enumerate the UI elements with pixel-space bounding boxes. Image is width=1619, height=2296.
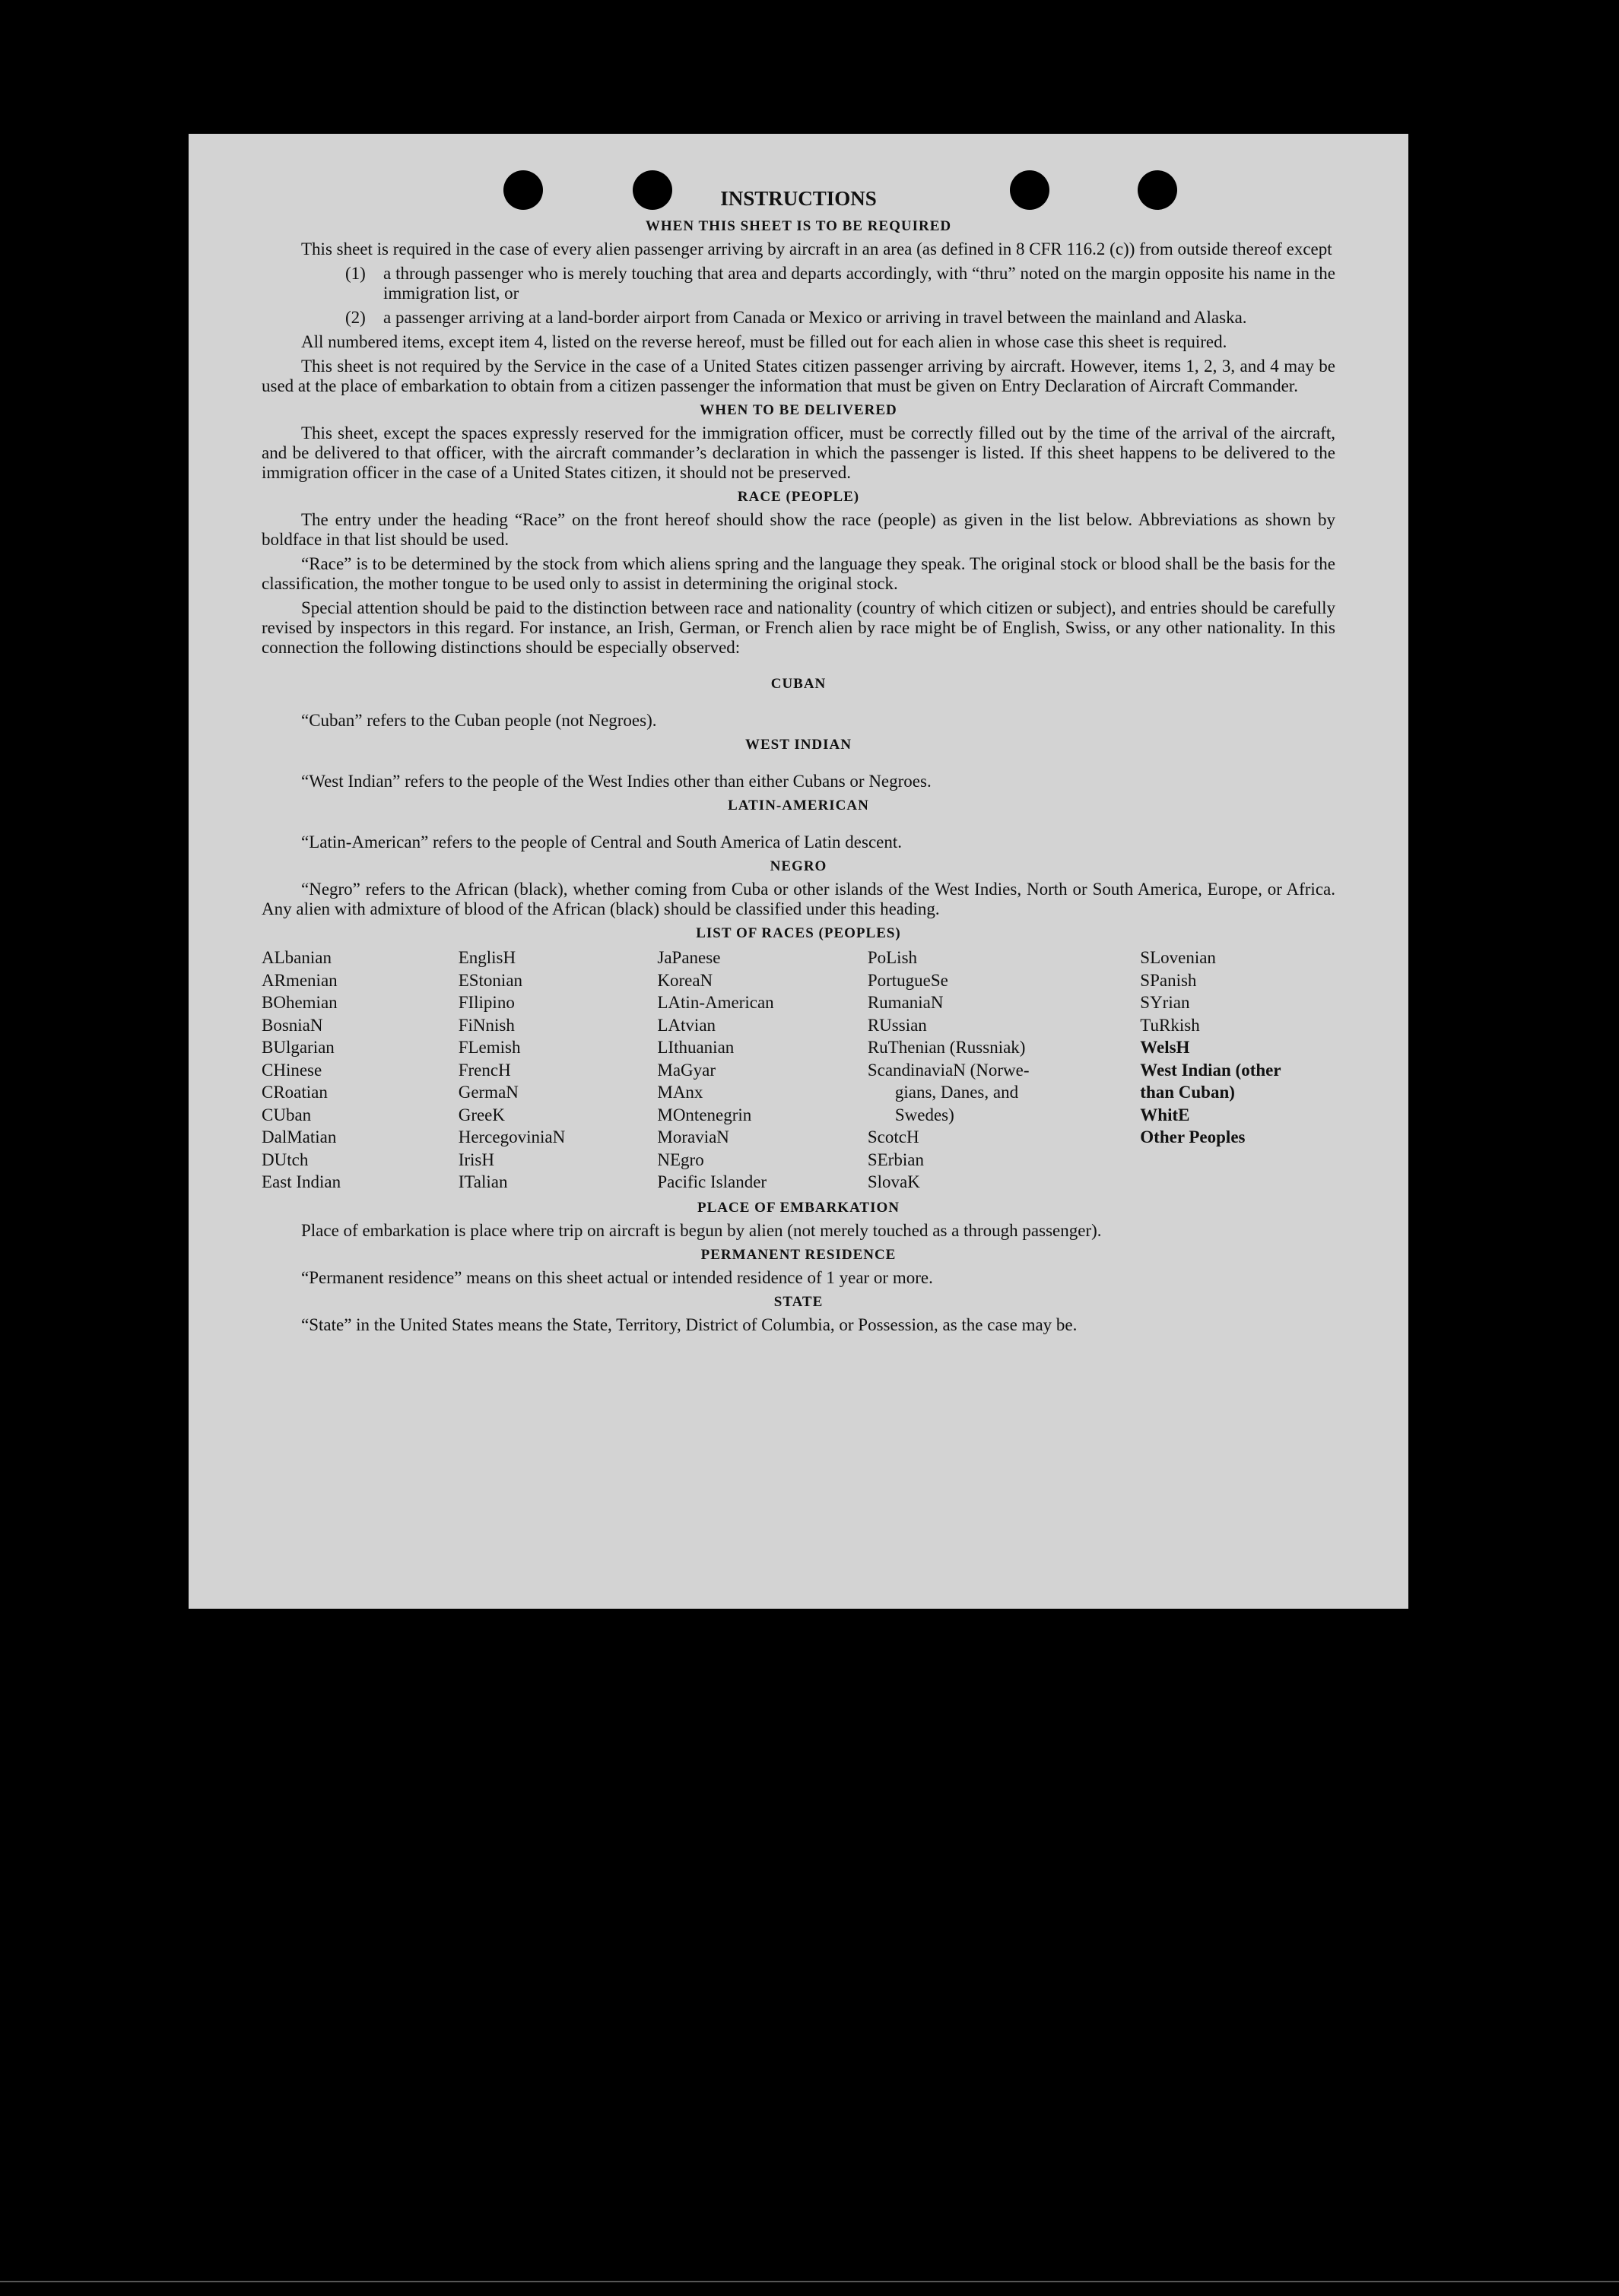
paragraph-race-stock: “Race” is to be determined by the stock from which aliens spring and the language they speak. The original stock or blood shall be the basis for the classification, the mother tongue to be used only to assist in determining the original stock. xyxy=(262,554,1335,593)
item-text: a passenger arriving at a land-border airport from Canada or Mexico or arriving in travel between the mainland and Alaska. xyxy=(383,308,1247,327)
race-entry: GreeK xyxy=(458,1105,505,1124)
race-entry: EnglisH xyxy=(458,948,516,967)
race-entry: LAtvian xyxy=(657,1015,716,1035)
item-text: a through passenger who is merely touching that area and departs accordingly, with “thru” noted on the margin opposite his name in the immigration list, or xyxy=(383,264,1335,303)
heading-permanent-residence: PERMANENT RESIDENCE xyxy=(700,1246,897,1263)
paragraph-embarkation: Place of embarkation is place where trip on aircraft is begun by alien (not merely touched as a through passenger). xyxy=(301,1220,1102,1240)
race-entry: SLovenian xyxy=(1140,948,1216,967)
list-item xyxy=(345,264,1335,303)
heading-negro: NEGRO xyxy=(770,858,827,874)
paragraph-cuban: “Cuban” refers to the Cuban people (not Negroes). xyxy=(301,711,657,730)
punch-hole xyxy=(633,170,672,210)
heading-latin-american: LATIN-AMERICAN xyxy=(728,798,869,813)
heading-state: STATE xyxy=(773,1293,824,1310)
punch-hole xyxy=(1138,170,1177,210)
paragraph-citizen: This sheet is not required by the Service in the case of a United States citizen passenger arriving by aircraft. However, items 1, 2, 3, and 4 may be used at the place of embarkation to obtain from a citizen passenger the information that must be given on Entry Declaration of Aircraft Commander. xyxy=(262,357,1335,395)
races-column xyxy=(1140,947,1335,1194)
race-entry: DUtch xyxy=(262,1150,309,1169)
race-entry: West Indian (other xyxy=(1140,1060,1281,1080)
race-entry: LIthuanian xyxy=(657,1038,735,1057)
race-entry: IrisH xyxy=(458,1150,494,1169)
race-entry: ITalian xyxy=(458,1172,508,1191)
race-entry: HercegoviniaN xyxy=(458,1127,566,1146)
race-entry: Swedes) xyxy=(894,1105,954,1124)
heading-list-of-races: LIST OF RACES (PEOPLES) xyxy=(696,925,901,941)
paragraph-delivered: This sheet, except the spaces expressly reserved for the immigration officer, must be correctly filled out by the time of the arrival of the aircraft, and be delivered to that officer, with the aircraft commander’s declaration in which the passenger is listed. If this sheet happens to be delivered to the immigration officer in the case of a United States citizen, it should not be preserved. xyxy=(262,423,1335,482)
heading-embarkation: PLACE OF EMBARKATION xyxy=(697,1199,900,1216)
heading-when-required: WHEN THIS SHEET IS TO BE REQUIRED xyxy=(645,218,952,234)
race-entry: FiNnish xyxy=(458,1015,515,1035)
race-entry: RumaniaN xyxy=(867,993,944,1012)
paragraph-numbered-items: All numbered items, except item 4, listed on the reverse hereof, must be filled out for each alien in whose case this sheet is required. xyxy=(301,332,1227,351)
item-number: (2) xyxy=(345,308,366,327)
race-entry: FIlipino xyxy=(458,993,515,1012)
race-entry: MoraviaN xyxy=(657,1127,729,1146)
race-entry: FrencH xyxy=(458,1060,511,1080)
race-entry: CRoatian xyxy=(262,1083,328,1102)
race-entry: SlovaK xyxy=(867,1172,920,1191)
race-entry: GermaN xyxy=(458,1083,519,1102)
race-entry: KoreaN xyxy=(657,970,713,990)
race-entry: NEgro xyxy=(657,1150,704,1169)
race-entry: than Cuban) xyxy=(1140,1083,1235,1102)
race-entry: MOntenegrin xyxy=(657,1105,752,1124)
race-entry: EStonian xyxy=(458,970,523,990)
punch-hole xyxy=(503,170,543,210)
race-entry: East Indian xyxy=(262,1172,341,1191)
paragraph-race-entry: The entry under the heading “Race” on the front hereof should show the race (people) as given in the list below. Abbreviations as shown by boldface in that list should be used. xyxy=(262,510,1335,549)
race-entry: ScotcH xyxy=(867,1127,919,1146)
race-entry: SErbian xyxy=(867,1150,924,1169)
race-entry: BUlgarian xyxy=(262,1038,335,1057)
race-entry: JaPanese xyxy=(657,948,721,967)
race-entry: DalMatian xyxy=(262,1127,337,1146)
race-entry: Other Peoples xyxy=(1140,1127,1246,1146)
paragraph-race-nationality: Special attention should be paid to the distinction between race and nationality (country of which citizen or subject), and entries should be carefully revised by inspectors in this regard. For instance, an Irish, German, or French alien by race might be of English, Swiss, or any other nationality. In this connection the following distinctions should be especially observed: xyxy=(262,598,1335,657)
races-column xyxy=(868,947,1140,1194)
paragraph-west-indian: “West Indian” refers to the people of the West Indies other than either Cubans or Negroes. xyxy=(301,772,932,791)
race-entry: CUban xyxy=(262,1105,312,1124)
races-column xyxy=(262,947,459,1194)
race-entry: BosniaN xyxy=(262,1015,323,1035)
race-entry: WhitE xyxy=(1140,1105,1190,1124)
heading-when-delivered: WHEN TO BE DELIVERED xyxy=(700,402,897,418)
race-entry: SYrian xyxy=(1140,993,1190,1012)
heading-west-indian: WEST INDIAN xyxy=(745,737,852,753)
document-page xyxy=(189,134,1408,1609)
document-title: INSTRUCTIONS xyxy=(720,187,877,210)
paragraph-latin-american: “Latin-American” refers to the people of Central and South America of Latin descent. xyxy=(301,832,902,851)
race-entry: Pacific Islander xyxy=(657,1172,767,1191)
item-number: (1) xyxy=(345,264,366,283)
heading-race: RACE (PEOPLE) xyxy=(737,489,860,505)
paragraph-permanent-residence: “Permanent residence” means on this sheet actual or intended residence of 1 year or more. xyxy=(301,1267,933,1287)
race-entry: FLemish xyxy=(458,1038,521,1057)
races-list xyxy=(262,947,1335,1194)
race-entry: SPanish xyxy=(1140,970,1197,990)
races-column xyxy=(459,947,658,1194)
list-item xyxy=(345,308,1335,328)
race-entry: ALbanian xyxy=(262,948,332,967)
race-entry: CHinese xyxy=(262,1060,322,1080)
races-column xyxy=(657,947,867,1194)
punch-hole xyxy=(1010,170,1049,210)
race-entry: BOhemian xyxy=(262,993,338,1012)
race-entry: ARmenian xyxy=(262,970,338,990)
race-entry: PortugueSe xyxy=(867,970,948,990)
race-entry: RuThenian (Russniak) xyxy=(867,1038,1026,1057)
race-entry: MaGyar xyxy=(657,1060,716,1080)
scan-edge-line xyxy=(0,2281,1619,2282)
paragraph-required-intro: This sheet is required in the case of every alien passenger arriving by aircraft in an area (as defined in 8 CFR 116.2 (c)) from outside thereof except xyxy=(301,239,1332,258)
race-entry: ScandinaviaN (Norwe- xyxy=(867,1060,1030,1080)
heading-cuban: CUBAN xyxy=(770,676,827,692)
paragraph-state: “State” in the United States means the State, Territory, District of Columbia, or Possession, as the case may be. xyxy=(301,1314,1078,1334)
race-entry: gians, Danes, and xyxy=(894,1083,1019,1102)
race-entry: MAnx xyxy=(657,1083,703,1102)
race-entry: LAtin-American xyxy=(657,993,774,1012)
race-entry: RUssian xyxy=(867,1015,927,1035)
paragraph-negro: “Negro” refers to the African (black), whether coming from Cuba or other islands of the West Indies, North or South America, Europe, or Africa. Any alien with admixture of blood of the African (black) should be classified under this heading. xyxy=(262,880,1335,918)
race-entry: WelsH xyxy=(1140,1038,1190,1057)
race-entry: TuRkish xyxy=(1140,1015,1200,1035)
race-entry: PoLish xyxy=(867,948,918,967)
